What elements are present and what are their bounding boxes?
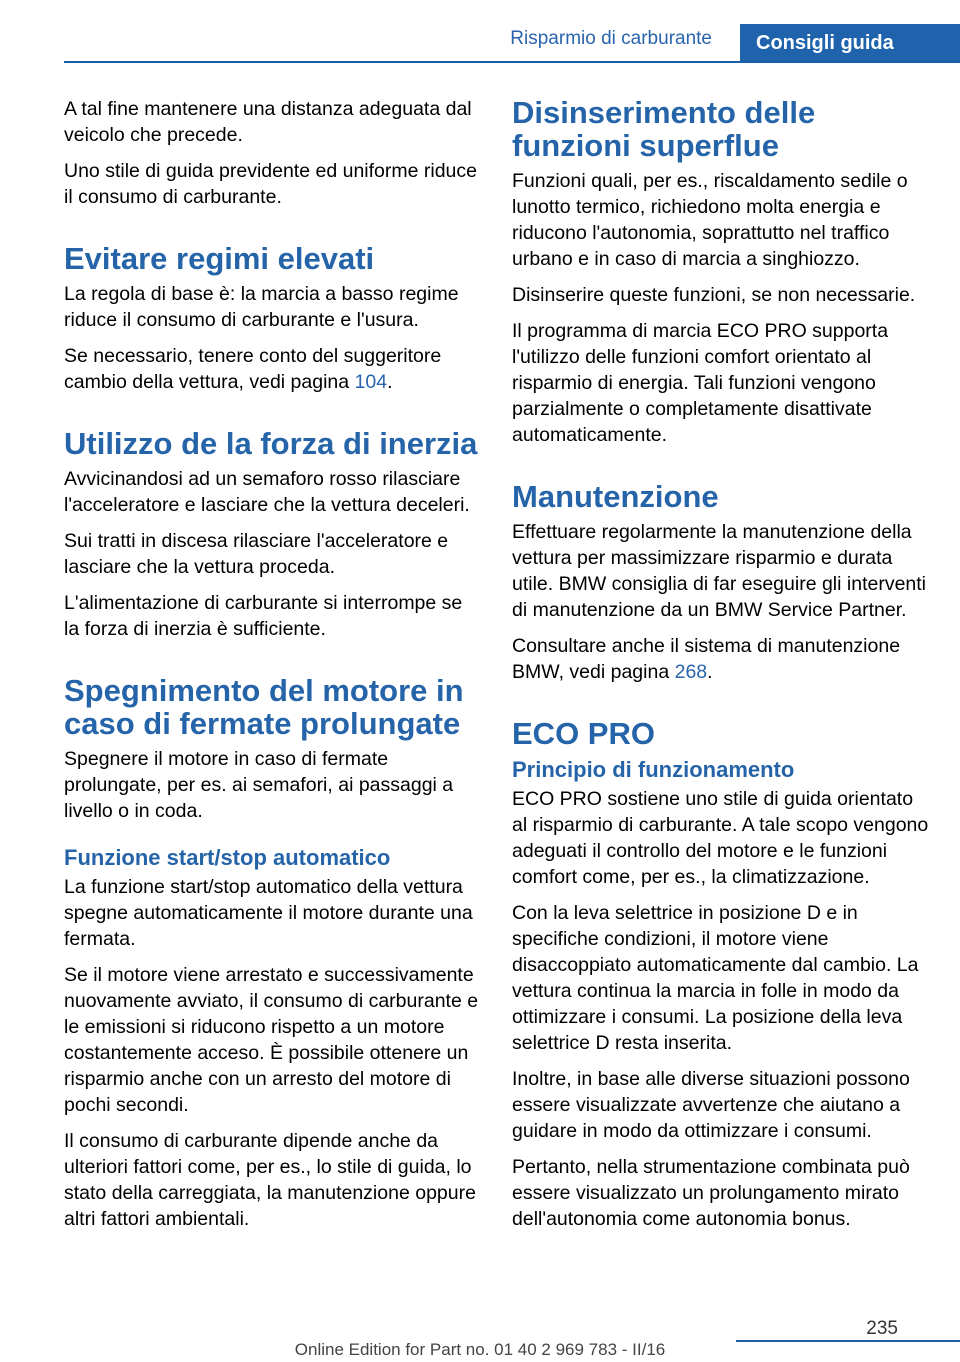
page-link-104[interactable]: 104	[354, 371, 388, 393]
paragraph-with-link	[512, 633, 932, 685]
paragraph: L'alimentazione di carburante si interrompe se la forza di inerzia è sufficiente.	[64, 592, 463, 640]
subheading-start-stop: Funzione start/stop automatico	[64, 845, 391, 870]
heading-spegnimento-motore: Spegnimento del motore in caso di fermate prolungate	[64, 673, 464, 741]
paragraph: Uno stile di guida previdente ed uniforme riduce il consumo di carburante.	[64, 160, 477, 208]
text: .	[387, 371, 393, 393]
page-link-268[interactable]: 268	[674, 661, 708, 683]
text: .	[707, 661, 713, 683]
paragraph: Effettuare regolarmente la manutenzione della vettura per massimizzare risparmio e durata utile. BMW consiglia di far eseguire gli interventi di manutenzione da un BMW Service Partner.	[512, 521, 927, 621]
paragraph: Disinserire queste funzioni, se non necessarie.	[512, 284, 916, 306]
paragraph: Il programma di marcia ECO PRO supporta l'utilizzo delle funzioni comfort orientato al risparmio di energia. Tali funzioni vengono parzialmente o completamente disattivate automaticamente.	[512, 320, 889, 446]
header-chapter-tab[interactable]: Consigli guida	[740, 24, 960, 62]
header-section-title: Risparmio di carburante	[510, 28, 712, 49]
paragraph: Inoltre, in base alle diverse situazioni possono essere visualizzate avvertenze che aiutano a guidare in modo da ottimizzare i consumi.	[512, 1068, 910, 1142]
paragraph: La funzione start/stop automatico della vettura spegne automaticamente il motore durante una fermata.	[64, 876, 473, 950]
paragraph: Spegnere il motore in caso di fermate prolungate, per es. ai semafori, ai passaggi a livello o in coda.	[64, 748, 454, 822]
heading-evitare-regimi: Evitare regimi elevati	[64, 241, 375, 276]
page-header	[0, 24, 960, 62]
paragraph: ECO PRO sostiene uno stile di guida orientato al risparmio di carburante. A tale scopo vengono adeguati il controllo del motore e le funzioni comfort come, per es., la climatizzazione.	[512, 788, 929, 888]
paragraph: Pertanto, nella strumentazione combinata può essere visualizzato un prolungamento mirato dell'autonomia come autonomia bonus.	[512, 1156, 910, 1230]
heading-manutenzione: Manutenzione	[512, 479, 719, 514]
subheading-principio-funzionamento: Principio di funzionamento	[512, 757, 795, 782]
paragraph: La regola di base è: la marcia a basso regime riduce il consumo di carburante e l'usura.	[64, 283, 459, 331]
page-number: 235	[866, 1318, 898, 1339]
paragraph: Se il motore viene arrestato e successivamente nuovamente avviato, il consumo di carburante e le emissioni si riducono rispetto a un motore costantemente acceso. È possibile ottenere un risparmio anche con un arresto del motore di pochi secondi.	[64, 964, 479, 1116]
left-column	[64, 96, 482, 1242]
paragraph: A tal fine mantenere una distanza adeguata dal veicolo che precede.	[64, 98, 472, 146]
footer-edition: Online Edition for Part no. 01 40 2 969 783 - II/16	[294, 1340, 666, 1359]
text: Consultare anche il sistema di manutenzione BMW, vedi pagina	[512, 635, 901, 683]
paragraph: Il consumo di carburante dipende anche da ulteriori fattori come, per es., lo stile di guida, lo stato della carreggiata, la manutenzione oppure altri fattori ambientali.	[64, 1130, 476, 1230]
text: Se necessario, tenere conto del suggeritore cambio della vettura, vedi pagina	[64, 345, 442, 393]
paragraph-with-link	[64, 343, 482, 395]
right-column	[512, 96, 932, 1242]
paragraph: Avvicinandosi ad un semaforo rosso rilasciare l'acceleratore e lasciare che la vettura deceleri.	[64, 468, 470, 516]
heading-disinserimento-funzioni: Disinserimento delle funzioni superflue	[512, 95, 816, 163]
heading-eco-pro: ECO PRO	[512, 716, 655, 751]
header-rule	[64, 61, 960, 63]
paragraph: Funzioni quali, per es., riscaldamento sedile o lunotto termico, richiedono molta energia e riducono l'autonomia, soprattutto nel traffico urbano e in caso di marcia a singhiozzo.	[512, 170, 908, 270]
heading-forza-inerzia: Utilizzo de la forza di inerzia	[64, 426, 478, 461]
paragraph: Sui tratti in discesa rilasciare l'acceleratore e lasciare che la vettura proceda.	[64, 530, 449, 578]
paragraph: Con la leva selettrice in posizione D e in specifiche condizioni, il motore viene disaccoppiato automaticamente dal cambio. La vettura continua la marcia in folle in modo da ottimizzare i consumi. La posizione della leva selettrice D resta inserita.	[512, 902, 919, 1054]
